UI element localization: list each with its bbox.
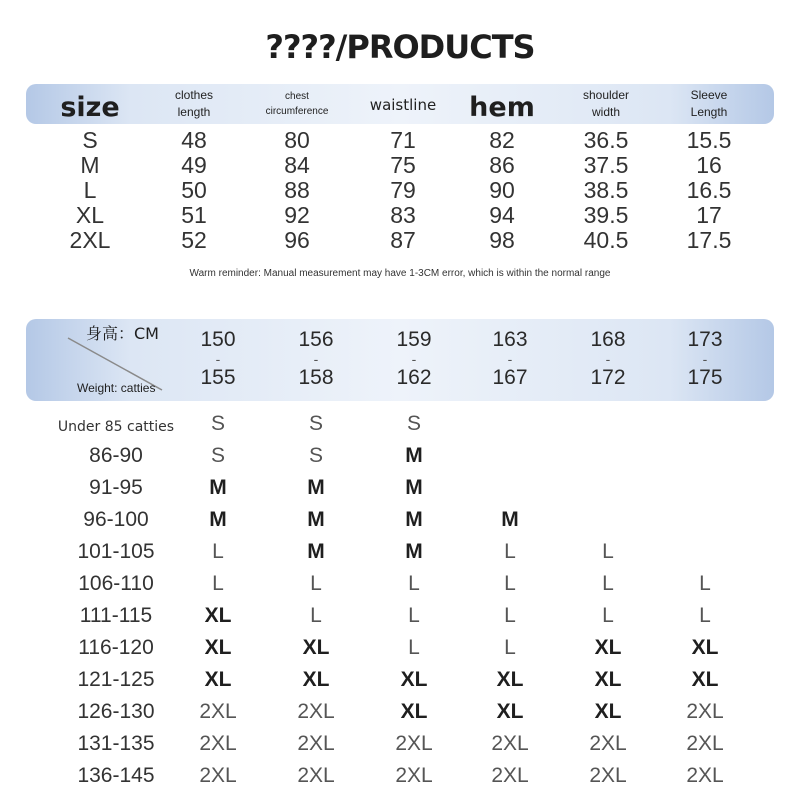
measurement-reminder: Warm reminder: Manual measurement may have 1-3CM error, which is within the normal range [189, 268, 611, 279]
recommended-size: L [212, 540, 224, 563]
recommended-size: M [405, 508, 423, 531]
height-range-header [178, 328, 258, 390]
measurement-value: 17 [696, 202, 722, 228]
recommended-size: S [210, 444, 225, 467]
column-header: shoulder width [582, 88, 630, 119]
height-from: 168 [590, 328, 626, 351]
weight-range-label: 106-110 [78, 572, 154, 595]
measurement-value: 94 [489, 202, 515, 228]
height-range-header [276, 328, 356, 390]
recommended-size: 2XL [297, 764, 335, 787]
height-range-header [470, 328, 550, 390]
recommended-size: L [504, 604, 516, 627]
recommended-size: L [504, 572, 516, 595]
recommended-size: M [405, 540, 423, 563]
weight-range-label: Under 85 catties [57, 419, 175, 435]
recommended-size: 2XL [199, 764, 237, 787]
recommended-size: M [501, 508, 519, 531]
size-label: 2XL [69, 227, 111, 253]
measurement-value: 86 [489, 152, 515, 178]
measurement-value: 49 [181, 152, 207, 178]
column-header: Sleeve Length [690, 88, 728, 119]
measurement-value: 84 [284, 152, 310, 178]
measurement-value: 79 [390, 177, 416, 203]
height-from: 163 [492, 328, 528, 351]
recommended-size: M [307, 508, 325, 531]
size-label: XL [75, 202, 105, 228]
recommended-size: M [307, 476, 325, 499]
recommended-size: 2XL [199, 700, 237, 723]
range-dash: - [702, 351, 708, 367]
recommended-size: 2XL [395, 764, 433, 787]
measurement-value: 37.5 [583, 152, 629, 178]
measurement-value: 16 [696, 152, 722, 178]
weight-range-label: 91-95 [89, 476, 143, 499]
recommended-size: L [408, 636, 420, 659]
recommended-size: S [308, 412, 323, 435]
recommended-size: XL [204, 636, 232, 659]
measurement-value: 48 [181, 127, 207, 153]
size-label: S [82, 127, 98, 153]
measurement-value: 83 [390, 202, 416, 228]
weight-range-label: 136-145 [77, 764, 155, 787]
height-range-header [374, 328, 454, 390]
measurement-value: 90 [489, 177, 515, 203]
recommended-size: XL [691, 636, 719, 659]
range-dash: - [605, 351, 611, 367]
measurement-value: 39.5 [583, 202, 629, 228]
recommended-size: L [699, 604, 711, 627]
recommended-size: XL [691, 668, 719, 691]
size-label: M [80, 152, 100, 178]
recommended-size: L [504, 636, 516, 659]
height-range-header [568, 328, 648, 390]
recommended-size: M [209, 476, 227, 499]
measurement-value: 51 [181, 202, 207, 228]
page-title: ????/PRODUCTS [265, 28, 535, 66]
measurement-value: 75 [390, 152, 416, 178]
recommended-size: S [406, 412, 421, 435]
recommended-size: XL [594, 668, 622, 691]
column-header: chest circumference [265, 91, 329, 117]
recommended-size: M [307, 540, 325, 563]
measurement-value: 17.5 [686, 227, 732, 253]
recommended-size: L [212, 572, 224, 595]
measurement-value: 71 [390, 127, 416, 153]
weight-axis-label: Weight: catties [77, 381, 156, 395]
recommended-size: L [602, 540, 614, 563]
weight-range-label: 131-135 [77, 732, 155, 755]
measurement-value: 80 [284, 127, 310, 153]
weight-range-label: 116-120 [78, 636, 154, 659]
recommended-size: L [310, 604, 322, 627]
measurement-value: 38.5 [583, 177, 629, 203]
recommended-size: S [308, 444, 323, 467]
recommended-size: L [408, 572, 420, 595]
recommended-size: 2XL [297, 700, 335, 723]
weight-range-label: 111-115 [79, 604, 153, 627]
recommended-size: M [405, 444, 423, 467]
recommended-size: XL [302, 636, 330, 659]
height-axis-label: 身高：CM [86, 324, 159, 343]
measurement-value: 87 [390, 227, 416, 253]
measurement-value: 98 [489, 227, 515, 253]
recommended-size: L [699, 572, 711, 595]
weight-range-label: 121-125 [77, 668, 155, 691]
recommended-size: L [310, 572, 322, 595]
recommended-size: M [405, 476, 423, 499]
height-from: 156 [298, 328, 334, 351]
weight-range-label: 101-105 [77, 540, 155, 563]
recommended-size: XL [204, 668, 232, 691]
measurement-value: 82 [489, 127, 515, 153]
height-to: 175 [687, 366, 723, 389]
recommended-size: 2XL [395, 732, 433, 755]
range-dash: - [215, 351, 221, 367]
recommended-size: L [602, 572, 614, 595]
recommended-size: 2XL [297, 732, 335, 755]
weight-range-label: 96-100 [83, 508, 149, 531]
height-to: 162 [396, 366, 432, 389]
recommended-size: 2XL [686, 764, 724, 787]
recommended-size: XL [400, 700, 428, 723]
recommended-size: 2XL [491, 764, 529, 787]
height-to: 155 [200, 366, 236, 389]
measurement-value: 96 [284, 227, 310, 253]
measurement-value: 36.5 [583, 127, 629, 153]
height-from: 159 [396, 328, 432, 351]
recommended-size: 2XL [589, 732, 627, 755]
recommended-size: XL [496, 700, 524, 723]
measurement-value: 16.5 [686, 177, 732, 203]
measurement-value: 52 [181, 227, 207, 253]
measurement-value: 40.5 [583, 227, 629, 253]
recommended-size: L [408, 604, 420, 627]
recommended-size: 2XL [686, 732, 724, 755]
range-dash: - [507, 351, 513, 367]
recommended-size: M [209, 508, 227, 531]
recommended-size: 2XL [589, 764, 627, 787]
height-to: 172 [590, 366, 626, 389]
measurement-value: 50 [181, 177, 207, 203]
height-from: 150 [200, 328, 236, 351]
measurement-value: 88 [284, 177, 310, 203]
measurement-value: 92 [284, 202, 310, 228]
column-header: waistline [369, 96, 437, 114]
size-label: L [83, 177, 97, 203]
weight-range-label: 86-90 [89, 444, 143, 467]
recommended-size: S [210, 412, 225, 435]
range-dash: - [411, 351, 417, 367]
recommended-size: XL [594, 636, 622, 659]
column-header: clothes length [174, 88, 214, 119]
recommended-size: XL [496, 668, 524, 691]
column-header: size [60, 92, 120, 123]
height-range-header [665, 328, 745, 390]
recommended-size: 2XL [199, 732, 237, 755]
recommended-size: L [602, 604, 614, 627]
recommended-size: 2XL [491, 732, 529, 755]
column-header: hem [469, 92, 535, 123]
recommended-size: 2XL [686, 700, 724, 723]
recommended-size: XL [204, 604, 232, 627]
range-dash: - [313, 351, 319, 367]
measurement-value: 15.5 [686, 127, 732, 153]
height-from: 173 [687, 328, 723, 351]
height-to: 167 [492, 366, 528, 389]
height-to: 158 [298, 366, 334, 389]
recommended-size: XL [302, 668, 330, 691]
recommended-size: XL [400, 668, 428, 691]
weight-range-label: 126-130 [77, 700, 155, 723]
recommended-size: XL [594, 700, 622, 723]
recommended-size: L [504, 540, 516, 563]
